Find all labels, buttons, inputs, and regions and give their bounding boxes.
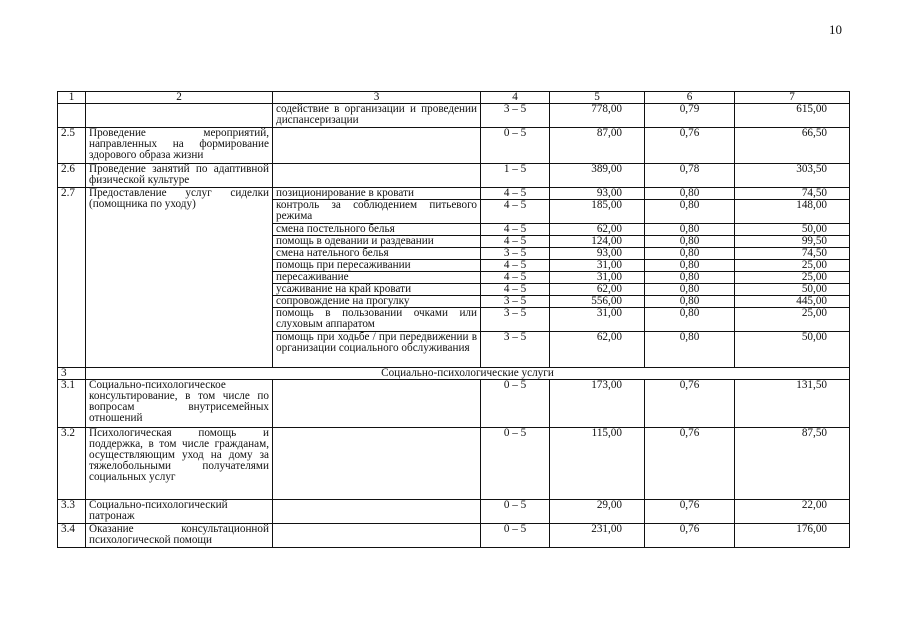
- coefficient-cell: 0,80: [645, 224, 735, 236]
- coefficient-cell: 0,76: [645, 428, 735, 500]
- coefficient-cell: 0,79: [645, 104, 735, 128]
- coefficient-cell: 0,76: [645, 500, 735, 524]
- tariff-cell: 87,50: [735, 428, 850, 500]
- header-cell: 7: [735, 92, 850, 104]
- subservice-cell: смена нательного белья: [273, 248, 481, 260]
- range-cell: 3 – 5: [481, 248, 550, 260]
- tariff-cell: 25,00: [735, 260, 850, 272]
- table-header-row: [58, 92, 850, 104]
- subservice-cell: контроль за соблюдением питьевого режима: [273, 200, 481, 224]
- coefficient-cell: 0,76: [645, 128, 735, 164]
- table-row: [58, 188, 850, 200]
- tariff-cell: 445,00: [735, 296, 850, 308]
- coefficient-cell: 0,78: [645, 164, 735, 188]
- table-row: [58, 164, 850, 188]
- tariff-cell: 74,50: [735, 248, 850, 260]
- number-cell: 2.7: [58, 188, 86, 368]
- price-cell: 87,00: [550, 128, 645, 164]
- number-cell: [58, 104, 86, 128]
- tariff-cell: 303,50: [735, 164, 850, 188]
- subservice-cell: [273, 128, 481, 164]
- range-cell: 4 – 5: [481, 224, 550, 236]
- range-cell: 0 – 5: [481, 428, 550, 500]
- price-cell: 115,00: [550, 428, 645, 500]
- coefficient-cell: 0,80: [645, 248, 735, 260]
- range-cell: 4 – 5: [481, 284, 550, 296]
- number-cell: 2.5: [58, 128, 86, 164]
- table-row: [58, 524, 850, 548]
- services-table: [57, 91, 850, 548]
- number-cell: 3.4: [58, 524, 86, 548]
- range-cell: 3 – 5: [481, 308, 550, 332]
- tariff-cell: 25,00: [735, 308, 850, 332]
- table-body: [58, 92, 850, 548]
- service-name-cell: Социально-психологическое консультирование, в том числе по вопросам внутрисемейных отношений: [86, 380, 273, 428]
- coefficient-cell: 0,76: [645, 380, 735, 428]
- price-cell: 93,00: [550, 188, 645, 200]
- section-title-cell: Социально-психологические услуги: [86, 368, 850, 380]
- tariff-cell: 50,00: [735, 332, 850, 368]
- table-row: [58, 104, 850, 128]
- subservice-cell: помощь в пользовании очками или слуховым аппаратом: [273, 308, 481, 332]
- price-cell: 231,00: [550, 524, 645, 548]
- price-cell: 93,00: [550, 248, 645, 260]
- service-name-cell: Проведение мероприятий, направленных на формирование здорового образа жизни: [86, 128, 273, 164]
- service-name-cell: [86, 104, 273, 128]
- service-name-cell: Психологическая помощь и поддержка, в том числе гражданам, осуществляющим уход на дому за тяжелобольными получателями социальных услуг: [86, 428, 273, 500]
- tariff-cell: 50,00: [735, 284, 850, 296]
- number-cell: 3.3: [58, 500, 86, 524]
- subservice-cell: помощь при пересаживании: [273, 260, 481, 272]
- range-cell: 4 – 5: [481, 260, 550, 272]
- tariff-cell: 176,00: [735, 524, 850, 548]
- subservice-cell: помощь в одевании и раздевании: [273, 236, 481, 248]
- price-cell: 62,00: [550, 224, 645, 236]
- tariff-cell: 25,00: [735, 272, 850, 284]
- price-cell: 62,00: [550, 332, 645, 368]
- range-cell: 4 – 5: [481, 200, 550, 224]
- header-cell: 1: [58, 92, 86, 104]
- service-name-cell: Предоставление услуг сиделки (помощника по уходу): [86, 188, 273, 368]
- service-name-cell: Оказание консультационной психологической помощи: [86, 524, 273, 548]
- price-cell: 389,00: [550, 164, 645, 188]
- tariff-cell: 99,50: [735, 236, 850, 248]
- subservice-cell: [273, 164, 481, 188]
- header-cell: 3: [273, 92, 481, 104]
- tariff-cell: 66,50: [735, 128, 850, 164]
- header-cell: 5: [550, 92, 645, 104]
- tariff-cell: 22,00: [735, 500, 850, 524]
- subservice-cell: содействие в организации и проведении диспансеризации: [273, 104, 481, 128]
- subservice-cell: [273, 380, 481, 428]
- header-cell: 2: [86, 92, 273, 104]
- range-cell: 0 – 5: [481, 128, 550, 164]
- range-cell: 0 – 5: [481, 380, 550, 428]
- range-cell: 4 – 5: [481, 236, 550, 248]
- page-number: 10: [829, 22, 842, 37]
- coefficient-cell: 0,80: [645, 236, 735, 248]
- price-cell: 29,00: [550, 500, 645, 524]
- number-cell: 3.2: [58, 428, 86, 500]
- table-row: [58, 380, 850, 428]
- tariff-cell: 74,50: [735, 188, 850, 200]
- tariff-cell: 615,00: [735, 104, 850, 128]
- tariff-cell: 131,50: [735, 380, 850, 428]
- subservice-cell: помощь при ходьбе / при передвижении в организации социального обслуживания: [273, 332, 481, 368]
- coefficient-cell: 0,80: [645, 260, 735, 272]
- service-name-cell: Социально-психологический патронаж: [86, 500, 273, 524]
- price-cell: 31,00: [550, 308, 645, 332]
- price-cell: 173,00: [550, 380, 645, 428]
- coefficient-cell: 0,80: [645, 284, 735, 296]
- price-cell: 124,00: [550, 236, 645, 248]
- price-cell: 556,00: [550, 296, 645, 308]
- price-cell: 31,00: [550, 260, 645, 272]
- subservice-cell: [273, 500, 481, 524]
- subservice-cell: усаживание на край кровати: [273, 284, 481, 296]
- number-cell: 3.1: [58, 380, 86, 428]
- subservice-cell: пересаживание: [273, 272, 481, 284]
- coefficient-cell: 0,80: [645, 296, 735, 308]
- coefficient-cell: 0,80: [645, 332, 735, 368]
- range-cell: 4 – 5: [481, 272, 550, 284]
- range-cell: 1 – 5: [481, 164, 550, 188]
- coefficient-cell: 0,80: [645, 188, 735, 200]
- subservice-cell: [273, 428, 481, 500]
- coefficient-cell: 0,76: [645, 524, 735, 548]
- range-cell: 0 – 5: [481, 500, 550, 524]
- subservice-cell: [273, 524, 481, 548]
- table-row: [58, 128, 850, 164]
- section-row: [58, 368, 850, 380]
- header-cell: 4: [481, 92, 550, 104]
- tariff-cell: 50,00: [735, 224, 850, 236]
- coefficient-cell: 0,80: [645, 272, 735, 284]
- table-row: [58, 428, 850, 500]
- subservice-cell: позиционирование в кровати: [273, 188, 481, 200]
- tariff-cell: 148,00: [735, 200, 850, 224]
- range-cell: 0 – 5: [481, 524, 550, 548]
- price-cell: 778,00: [550, 104, 645, 128]
- table-row: [58, 500, 850, 524]
- service-name-cell: Проведение занятий по адаптивной физической культуре: [86, 164, 273, 188]
- price-cell: 31,00: [550, 272, 645, 284]
- number-cell: 2.6: [58, 164, 86, 188]
- subservice-cell: сопровождение на прогулку: [273, 296, 481, 308]
- price-cell: 185,00: [550, 200, 645, 224]
- range-cell: 4 – 5: [481, 188, 550, 200]
- range-cell: 3 – 5: [481, 332, 550, 368]
- coefficient-cell: 0,80: [645, 308, 735, 332]
- subservice-cell: смена постельного белья: [273, 224, 481, 236]
- range-cell: 3 – 5: [481, 104, 550, 128]
- header-cell: 6: [645, 92, 735, 104]
- price-cell: 62,00: [550, 284, 645, 296]
- coefficient-cell: 0,80: [645, 200, 735, 224]
- range-cell: 3 – 5: [481, 296, 550, 308]
- section-number-cell: 3: [58, 368, 86, 380]
